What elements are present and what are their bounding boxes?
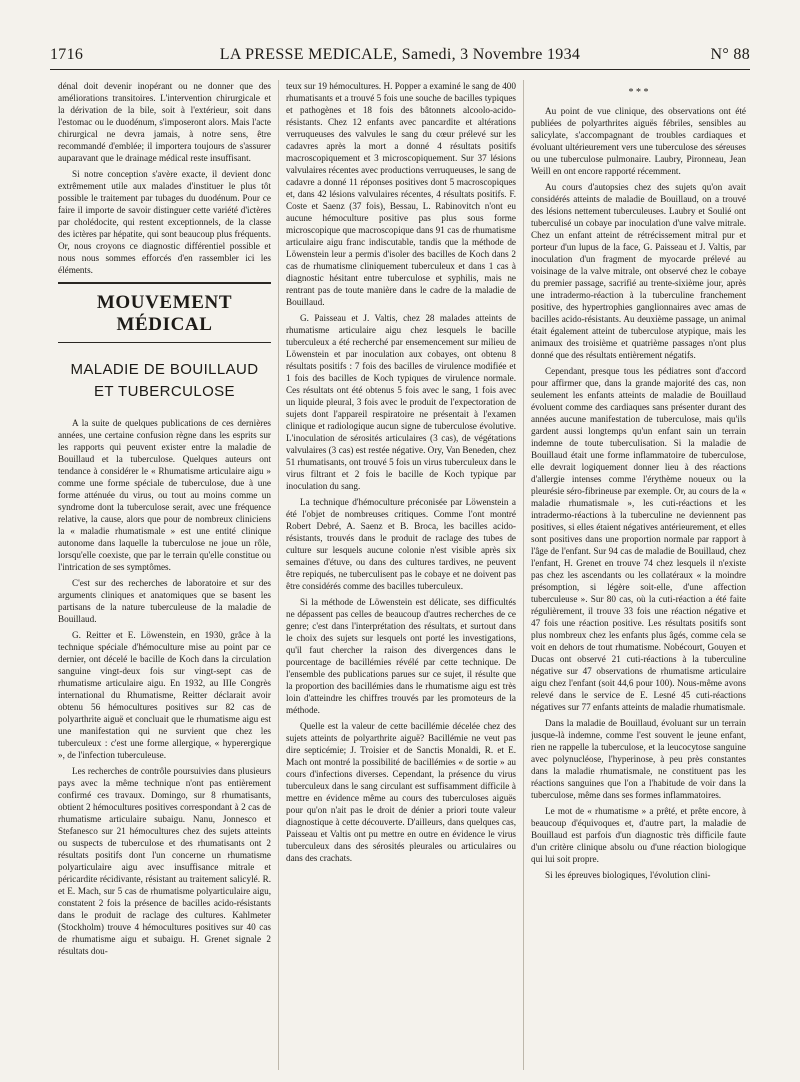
paragraph: La technique d'hémoculture préconisée par Löwenstein a été l'objet de nombreuses critiques. Comme l'ont montré Robert Debré, A. Saenz et B. Broca, les bacilles acido-résistants, trouvés dans le produit de raclage des tubes de culture sur lesquels aucune colonie n'est visible après six semaines d'étuve, ou dans des cultures tardives, ne peuvent être repiqués, ne tuberculisent pas le cobaye et ne doivent pas être considérés comme des bacilles tuberculeux. <box>286 497 516 591</box>
article-title <box>58 359 271 403</box>
section-stars: * * * <box>628 87 649 98</box>
journal-title: LA PRESSE MEDICALE, Samedi, 3 Novembre 1934 <box>219 46 581 63</box>
column-3 <box>531 80 746 1075</box>
column-divider <box>278 80 279 1070</box>
paragraph: teux sur 19 hémocultures. H. Popper a examiné le sang de 400 rhumatisants et a trouvé 5 fois une souche de bacilles typiques et pathogènes et 18 fois des bâtonnets alcoolo-acido-résistants. Chez 12 enfants avec pancardite et altérations verruqueuses des valvules le sang du cœur prélevé sur les cadavres après la mort a donné 4 résultats positifs macroscopiquement et 3 microscopiquement. Sur 37 lésions valvulaires récentes avec productions verruqueuses, le sang de cadavre a donné 11 réponses positives dont 5 macroscopiques et, dans 42 lésions valvulaires récentes, 4 résultats positifs. F. Coste et Saenz (37 fois), Bessau, L. Rabinovitch n'ont eu aucune hémoculture positive pas plus sous forme microscopique que macroscopique dans 91 cas de rhumatisme articulaire aigu franc indiscutable, tandis que la méthode de Löwenstein leur a permis d'isoler des bacilles de Koch dans 2 cas de rhumatisme cliniquement tuberculeux et dans 1 cas à diagnostic hésitant entre tuberculose et syphilis, mais ne rentrant pas de toute manière dans le cadre de la maladie de Bouillaud. <box>286 81 516 307</box>
page-number: 1716 <box>50 46 84 63</box>
column-divider <box>523 80 524 1070</box>
paragraph: Dans la maladie de Bouillaud, évoluant sur un terrain jusque-là indemne, comme l'est souvent le jeune enfant, rien ne rappelle la tuberculose, et la leucocytose sanguine avec polynucléose, l'hyperinose, à peu près constantes dans la maladie rhumatismale, ne constituent pas les réactions sanguines que l'on a l'habitude de voir dans la tuberculose, même dans ses formes inflammatoires. <box>531 718 746 800</box>
paragraph: Quelle est la valeur de cette bacillémie décelée chez des sujets atteints de polyarthrite aiguë? Bacillémie ne veut pas dire septicémie; J. Troisier et de Sanctis Monaldi, R. et E. Mach ont montré la possibilité de bacillémies « de sortie » au cours d'infections diverses. Cependant, la présence du virus tuberculeux dans le sang circulant est suffisamment difficile à mettre en évidence même au cours des tuberculoses aiguës pour qu'on n'ait pas le droit de dénier a priori toute valeur diagnostique à cette découverte. D'ailleurs, dans quelques cas, Paisseau et Valtis ont pu mettre en outre en évidence le virus tuberculeux dans des sérosités pleurales ou articulaires ou dans des crachats. <box>286 721 516 863</box>
section-divider <box>58 282 271 284</box>
header-rule <box>50 69 750 70</box>
paragraph: Le mot de « rhumatisme » a prêté, et prête encore, à beaucoup d'équivoques et, d'autre part, la maladie de Bouillaud est parfois d'un diagnostic très difficile faute d'un critère clinique absolu ou d'une réaction biologique qui lui soit propre. <box>531 806 746 864</box>
paragraph: Cependant, presque tous les pédiatres sont d'accord pour affirmer que, dans la grande majorité des cas, non seulement les enfants atteints de maladie de Bouillaud évoluent comme des cardiaques sans présenter durant des années aucune manifestation de tuberculose, mais qu'ils gardent aussi longtemps qu'un enfant sain un terrain indemne de toute tuberculisation. Si la maladie de Bouillaud était une forme inflammatoire de tuberculose, elle devrait logiquement donner lieu à des réactions d'allergie intenses comme l'érythème noueux ou la pleurésie séro-fibrineuse par exemple. Or, au cours de la « maladie rhumatismale », les cuti-réactions et les intradermo-réactions à la tuberculine ne deviennent pas positives, si elles étaient négatives antérieurement, et elles sont positives dans une proportion normale par rapport à l'âge de l'enfant. Sur 94 cas de maladie de Bouillaud, chez l'enfant, H. Grenet en trouve 74 chez lesquels il n'existe pas chez les ascendants ou les collatéraux « la moindre présomption, si légère soit-elle, d'une affection tuberculeuse ». Sur 80 cas, où la cuti-réaction a été faite régulièrement, il trouve 33 fois une réaction négative et 47 fois une réaction positive. Les résultats positifs sont plus nombreux chez les enfants plus âgés, comme cela se voit en dehors de tout rhumatisme. Nobécourt, Gouyen et Ducas ont observé 21 cuti-réactions à la tuberculine négative sur 47 observations de rhumatisme articulaire aigu chez l'enfant (soit 44,6 pour 100). Nous-même avons relevé dans le service de E. Lesné 45 cuti-réactions négatives sur 77 enfants atteints de maladie rhumatismale. <box>531 366 746 712</box>
paragraph: Si notre conception s'avère exacte, il devient donc extrêmement utile aux malades d'instituer le plus tôt possible le traitement par tubages du duodénum. Pour ce faire il importe de savoir distinguer cette variété d'ictères par cholédocite, qui restent exceptionnels, de la classe des ictères par hépatite, qui sont beaucoup plus fréquents. Or, nous croyons ce diagnostic différentiel possible et nous nous sommes efforcés d'en rassembler ici les éléments. <box>58 169 271 275</box>
article-title-line: ET TUBERCULOSE <box>94 383 235 400</box>
paragraph: Les recherches de contrôle poursuivies dans plusieurs pays avec la même technique n'ont pas entièrement confirmé ces travaux. Domingo, sur 8 rhumatisants, obtient 2 hémocultures positives correspondant à 2 cas de rhumatisme articulaire subaigu. Nanu, Jonnesco et Stefanesco sur 21 hémocultures chez des sujets atteints ou suspects de tuberculose et des rhumatisants ont 2 résultats positifs dont l'un concerne un rhumatisme polyarticulaire aigu avec insuffisance mitrale et péricardite récidivante, résistant au traitement salicylé. R. et E. Mach, sur 5 cas de rhumatisme polyarticulaire aigu, constatent 2 fois la présence de bacilles acido-résistants dans le produit de raclage des cultures. Kahlmeter (Stockholm) trouve 4 hémocultures positives sur 40 cas de rhumatisme aigu et subaigu. H. Grenet signale 2 résultats dou- <box>58 766 271 956</box>
paragraph: Si les épreuves biologiques, l'évolution clini- <box>545 870 711 880</box>
page-header <box>50 44 750 66</box>
paragraph: Au point de vue clinique, des observations ont été publiées de polyarthrites aiguës fébriles, sensibles au salicylate, s'accompagnant de troubles cardiaques et évoluant ultérieurement vers une tuberculose des séreuses ou une tuberculose pulmonaire. Laubry, Pironneau, Jean Weill en ont encore rapporté récemment. <box>531 106 746 176</box>
issue-number: N° 88 <box>710 46 750 63</box>
paragraph: G. Reitter et E. Löwenstein, en 1930, grâce à la technique spéciale d'hémoculture mise au point par ce dernier, ont décelé le bacille de Koch dans la circulation sanguine vingt-deux fois sur vingt-sept cas de rhumatisme articulaire aigu. En 1932, au IIIe Congrès international du Rhumatisme, Reitter déclarait avoir obtenu 56 hémocultures positives sur 82 cas de polyarthrite aiguë et concluait que le rhumatisme aigu est une manifestation qui ne survient que chez les tuberculeux : c'est une forme allergique, « hyperergique », de l'infection tuberculeuse. <box>58 630 271 760</box>
paragraph: Au cours d'autopsies chez des sujets qu'on avait considérés atteints de maladie de Bouillaud, on a trouvé des lésions nettement tuberculeuses. Laubry et Soulié ont tuberculisé un cobaye par inoculation d'une valve mitrale. Chez un enfant atteint de rétrécissement mitral pur et porteur d'un lupus de la face, G. Paisseau et J. Valtis, par inoculation d'un fragment de myocarde prélevé au voisinage de la valve mitrale, ont observé chez le cobaye du premier passage, sacrifié au trente-sixième jour, après une intradermo-réaction à la tuberculine franchement positive, des hypertrophies ganglionnaires avec amas de bacilles acido-résistants. Au deuxième passage, un animal était également atteint de tuberculose atypique, mais les animaux des troisième et quatrième passages n'ont plus donné que des résultats entièrement négatifs. <box>531 182 746 360</box>
column-2 <box>286 80 516 1075</box>
paragraph: Si la méthode de Löwenstein est délicate, ses difficultés ne dépassent pas celles de beaucoup d'autres recherches de ce genre; c'est dans l'interprétation des résultats, et surtout dans le choix des sujets sur lesquels ont porté les investigations, qu'il faut chercher la raison des divergences dans le pourcentage de bacillémies révélé par cette technique. De l'ensemble des publications parues sur ce sujet, il résulte que la proportion des bacillémies dans le rhumatisme aigu est très loin d'atteindre les chiffres trouvés par les promoteurs de la méthode. <box>286 597 516 715</box>
section-title: MOUVEMENT MÉDICAL <box>96 292 233 335</box>
paragraph: C'est sur des recherches de laboratoire et sur des arguments cliniques et anatomiques que se basent les partisans de la nature tuberculeuse de la maladie de Bouillaud. <box>58 578 271 624</box>
paragraph: dénal doit devenir inopérant ou ne donner que des améliorations transitoires. L'intervention chirurgicale et la dérivation de la bile, soit à l'extérieur, soit dans l'estomac ou le duodénum, s'imposeront alors. Mais l'acte chirurgical ne devra jamais, à notre sens, être recommandé d'emblée; il importera toujours de s'assurer auparavant que le drainage médical reste insuffisant. <box>58 81 271 163</box>
article-title-line: MALADIE DE BOUILLAUD <box>70 361 259 378</box>
section-rule <box>58 342 271 343</box>
column-1 <box>58 80 271 1075</box>
paragraph: G. Paisseau et J. Valtis, chez 28 malades atteints de rhumatisme articulaire aigu chez lesquels le bacille tuberculeux a été recherché par ensemencement sur milieu de Löwenstein et par inoculation aux cobayes, ont obtenu 8 résultats positifs : 7 fois des bacilles de virulence modifiée et 1 fois des bacilles de Koch typiques de virulence normale. Ces résultats ont été obtenus 5 fois avec le sang, 1 fois avec un liquide pleural, 3 fois avec le produit de l'expectoration de sujets dont l'appareil respiratoire ne présentait à l'examen clinique et radiologique aucun signe de tuberculose évolutive. L'inoculation de sérosités articulaires (3 cas), de végétations valvulaires (3 cas) est restée négative. Ory, Van Beneden, chez 51 rhumatisants, ont trouvé 5 fois un virus tuberculeux dans le virus filtrant et 2 fois le bacille de Koch typique par inoculation du sang. <box>286 313 516 491</box>
paragraph: A la suite de quelques publications de ces dernières années, une certaine confusion règne dans les esprits sur les rapports qui peuvent exister entre la maladie de Bouillaud et la tuberculose. Quelques auteurs ont tendance à considérer le « Rhumatisme articulaire aigu » comme une forme spéciale de tuberculose, due à une forme atténuée du virus, ou tout au moins comme un syndrome dont la tuberculose serait, avec une fréquence relative, la cause, alors que pour de nombreux cliniciens la « maladie rhumatismale » est une entité clinique autonome dans laquelle la tuberculose ne joue un rôle, lorsqu'elle coexiste, que par le terrain qu'elle constitue ou l'intrication de ses symptômes. <box>58 418 271 572</box>
